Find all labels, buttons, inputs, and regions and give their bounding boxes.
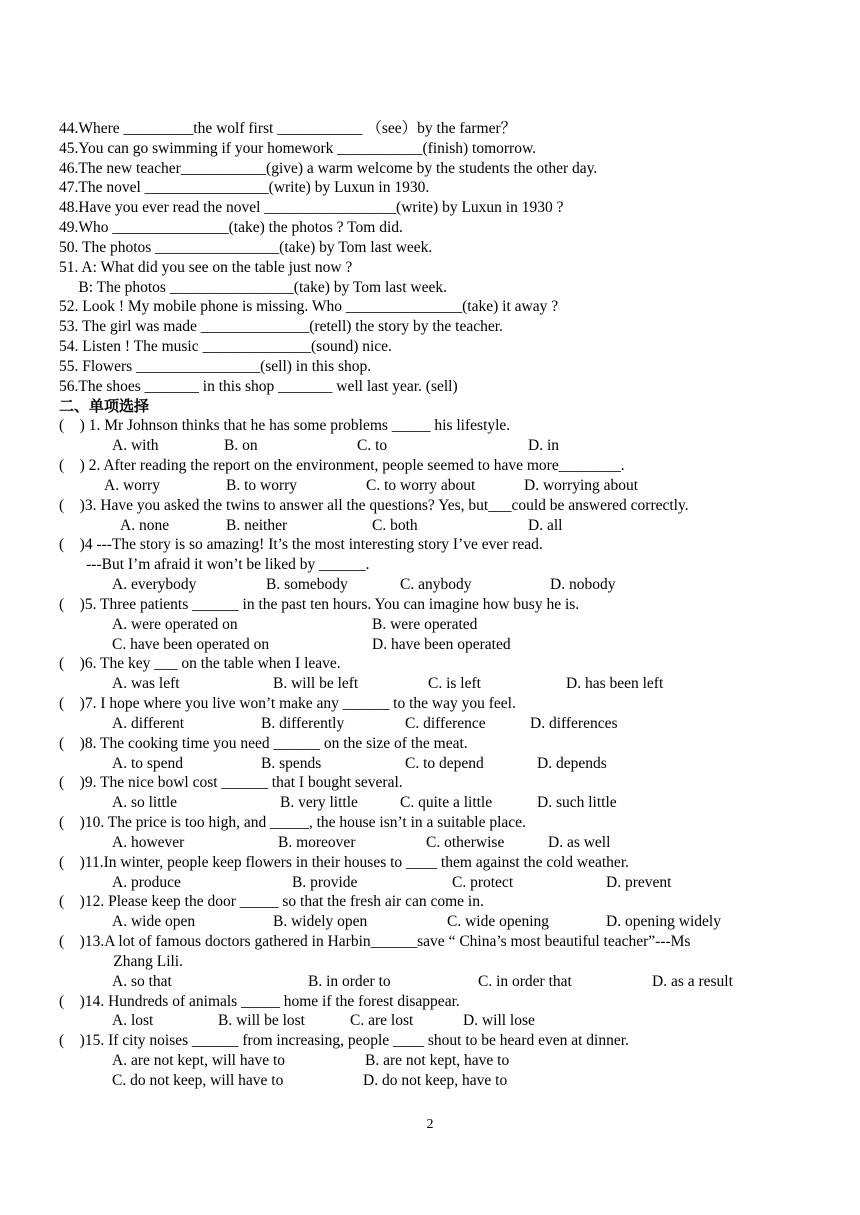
- answer-option: C. in order that: [478, 972, 572, 990]
- question-stem-continued: ---But I’m afraid it won’t be liked by ______.: [59, 556, 370, 574]
- page-number: 2: [426, 1117, 434, 1132]
- fill-in-question: 49.Who _______________(take) the photos ? Tom did.: [59, 219, 403, 237]
- fill-in-question: 46.The new teacher___________(give) a warm welcome by the students the other day.: [59, 159, 598, 177]
- answer-option: A. was left: [112, 675, 180, 693]
- answer-option: A. so that: [112, 972, 172, 990]
- answer-option: D. such little: [537, 794, 617, 812]
- answer-option: A. so little: [112, 794, 178, 812]
- question-stem: ( ) 1. Mr Johnson thinks that he has some problems _____ his lifestyle.: [59, 417, 511, 435]
- question-stem: ( )9. The nice bowl cost ______ that I bought several.: [59, 774, 403, 792]
- question-stem: ( )8. The cooking time you need ______ on the size of the meat.: [59, 734, 468, 752]
- answer-option: D. opening widely: [606, 913, 721, 931]
- answer-option: B. very little: [280, 794, 358, 812]
- answer-option: A. were operated on: [112, 615, 238, 633]
- answer-option: D. prevent: [606, 873, 672, 891]
- answer-option: B. somebody: [266, 576, 348, 594]
- answer-option: A. wide open: [112, 913, 196, 931]
- answer-option: A. produce: [112, 873, 181, 891]
- answer-option: B. neither: [226, 516, 288, 534]
- answer-option: C. do not keep, will have to: [112, 1071, 284, 1089]
- fill-in-question: 55. Flowers ________________(sell) in this shop.: [59, 357, 372, 375]
- question-stem: ( )3. Have you asked the twins to answer all the questions? Yes, but___could be answered correctly.: [59, 496, 689, 514]
- answer-option: C. otherwise: [426, 833, 505, 851]
- question-stem: ( )6. The key ___ on the table when I leave.: [59, 655, 341, 673]
- answer-option: D. in: [528, 437, 559, 455]
- answer-option: A. however: [112, 833, 185, 851]
- question-stem: ( )11.In winter, people keep flowers in their houses to ____ them against the cold weather.: [59, 853, 629, 871]
- answer-option: A. different: [112, 714, 185, 732]
- answer-option: C. are lost: [350, 1012, 414, 1030]
- answer-option: D. will lose: [463, 1012, 535, 1030]
- fill-in-question: B: The photos ________________(take) by Tom last week.: [59, 278, 447, 296]
- answer-option: D. have been operated: [372, 635, 511, 653]
- answer-option: C. to: [357, 437, 388, 455]
- section-title: 二、单项选择: [59, 396, 150, 415]
- answer-option: B. were operated: [372, 615, 478, 633]
- answer-option: C. anybody: [400, 576, 472, 594]
- answer-option: B. on: [224, 437, 258, 455]
- answer-option: C. have been operated on: [112, 635, 270, 653]
- answer-option: A. lost: [112, 1012, 154, 1030]
- answer-option: B. to worry: [226, 476, 298, 494]
- answer-option: D. nobody: [550, 576, 616, 594]
- answer-option: A. to spend: [112, 754, 184, 772]
- fill-in-question: 53. The girl was made ______________(retell) the story by the teacher.: [59, 318, 503, 336]
- answer-option: B. differently: [261, 714, 345, 732]
- fill-in-question: 48.Have you ever read the novel _________________(write) by Luxun in 1930 ?: [59, 199, 564, 217]
- fill-in-question: 47.The novel ________________(write) by Luxun in 1930.: [59, 179, 430, 197]
- answer-option: C. quite a little: [400, 794, 493, 812]
- answer-option: D. all: [528, 516, 563, 534]
- answer-option: C. to depend: [405, 754, 484, 772]
- answer-option: B. spends: [261, 754, 322, 772]
- answer-option: B. are not kept, have to: [365, 1052, 510, 1069]
- question-stem: ( )12. Please keep the door _____ so that the fresh air can come in.: [59, 893, 484, 911]
- answer-option: D. differences: [530, 714, 618, 732]
- question-stem: ( )10. The price is too high, and _____, the house isn’t in a suitable place.: [59, 814, 526, 832]
- fill-in-question: 56.The shoes _______ in this shop _______ well last year. (sell): [59, 377, 458, 395]
- answer-option: B. will be left: [273, 675, 359, 693]
- question-stem-continued: Zhang Lili.: [59, 952, 183, 970]
- question-stem: ( ) 2. After reading the report on the environment, people seemed to have more________.: [59, 457, 625, 475]
- answer-option: C. to worry about: [366, 476, 476, 494]
- answer-option: C. both: [372, 516, 418, 534]
- answer-option: B. in order to: [308, 972, 391, 990]
- answer-option: A. everybody: [112, 576, 197, 594]
- answer-option: D. do not keep, have to: [363, 1071, 508, 1089]
- answer-option: C. difference: [405, 714, 486, 732]
- answer-option: D. as a result: [652, 972, 733, 990]
- answer-option: C. wide opening: [447, 913, 550, 931]
- answer-option: A. with: [112, 437, 159, 455]
- answer-option: A. none: [120, 516, 170, 534]
- fill-in-question: 50. The photos ________________(take) by Tom last week.: [59, 238, 433, 256]
- question-stem: ( )14. Hundreds of animals _____ home if the forest disappear.: [59, 992, 460, 1010]
- answer-option: C. protect: [452, 873, 514, 891]
- fill-in-question: 54. Listen ! The music ______________(sound) nice.: [59, 338, 392, 356]
- answer-option: D. as well: [548, 833, 611, 851]
- fill-in-question: 51. A: What did you see on the table just now ?: [59, 258, 353, 276]
- answer-option: D. depends: [537, 754, 607, 772]
- answer-option: B. widely open: [273, 913, 368, 931]
- question-stem: ( )7. I hope where you live won’t make any ______ to the way you feel.: [59, 695, 516, 713]
- answer-option: B. will be lost: [218, 1012, 305, 1030]
- question-stem: ( )4 ---The story is so amazing! It’s the most interesting story I’ve ever read.: [59, 536, 543, 554]
- answer-option: A. worry: [104, 476, 160, 494]
- answer-option: A. are not kept, will have to: [112, 1052, 286, 1069]
- question-stem: ( )13.A lot of famous doctors gathered in Harbin______save “ China’s most beautiful teacher”---Ms: [59, 933, 691, 951]
- answer-option: B. moreover: [278, 833, 356, 851]
- answer-option: D. has been left: [566, 675, 664, 693]
- fill-in-question: 52. Look ! My mobile phone is missing. Who _______________(take) it away ?: [59, 298, 559, 316]
- question-stem: ( )5. Three patients ______ in the past ten hours. You can imagine how busy he is.: [59, 595, 580, 613]
- answer-option: D. worrying about: [524, 476, 639, 494]
- fill-in-question: 44.Where _________the wolf first ___________ （see）by the farmer？: [59, 120, 517, 137]
- answer-option: B. provide: [292, 873, 358, 891]
- question-stem: ( )15. If city noises ______ from increasing, people ____ shout to be heard even at dinner.: [59, 1032, 629, 1050]
- answer-option: C. is left: [428, 675, 481, 693]
- fill-in-question: 45.You can go swimming if your homework ___________(finish) tomorrow.: [59, 139, 537, 157]
